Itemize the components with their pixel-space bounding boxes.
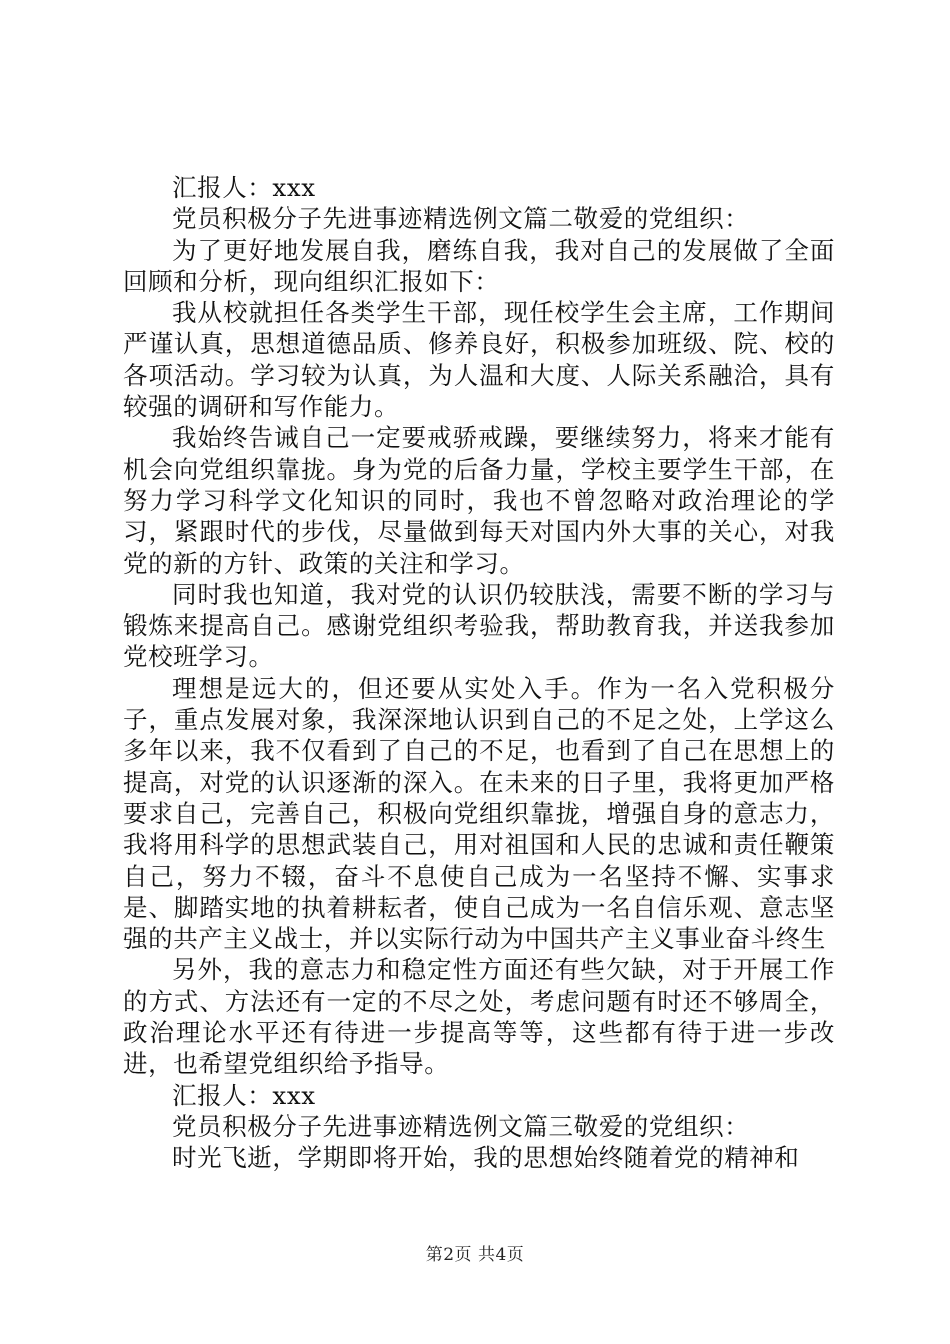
body-paragraph: 时光飞逝，学期即将开始，我的思想始终随着党的精神和 [172,1143,800,1173]
reporter-line: 汇报人：xxx [172,173,316,202]
page-footer: 第2页 共4页 [425,1245,525,1265]
salutation-line: 党员积极分子先进事迹精选例文篇三敬爱的党组织： [172,1111,750,1141]
document-body [123,172,835,1174]
body-paragraph: 为了更好地发展自我，磨练自我，我对自己的发展做了全面回顾和分析，现向组织汇报如下： [123,235,835,296]
reporter-line: 汇报人：xxx [172,1080,316,1110]
body-paragraph: 我始终告诫自己一定要戒骄戒躁，要继续努力，将来才能有机会向党组织靠拢。身为党的后备力量，学校主要学生干部，在努力学习科学文化知识的同时，我也不曾忽略对政治理论的学习，紧跟时代的步伐，尽量做到每天对国内外大事的关心，对我党的新的方针、政策的关注和学习。 [123,423,835,578]
body-paragraph: 另外，我的意志力和稳定性方面还有些欠缺，对于开展工作的方式、方法还有一定的不尽之处，考虑问题有时还不够周全，政治理论水平还有待进一步提高等等，这些都有待于进一步改进，也希望党组织给予指导。 [123,955,835,1079]
body-paragraph: 理想是远大的，但还要从实处入手。作为一名入党积极分子，重点发展对象，我深深地认识到自己的不足之处，上学这么多年以来，我不仅看到了自己的不足，也看到了自己在思想上的提高，对党的认识逐渐的深入。在未来的日子里，我将更加严格要求自己，完善自己，积极向党组织靠拢，增强自身的意志力，我将用科学的思想武装自己，用对祖国和人民的忠诚和责任鞭策自己，努力不辍，奋斗不息使自己成为一名坚持不懈、实事求是、脚踏实地的执着耕耘者，使自己成为一名自信乐观、意志坚强的共产主义战士，并以实际行动为中国共产主义事业奋斗终生 [123,673,835,954]
body-paragraph: 我从校就担任各类学生干部，现任校学生会主席，工作期间严谨认真，思想道德品质、修养良好，积极参加班级、院、校的各项活动。学习较为认真，为人温和大度、人际关系融洽，具有较强的调研和写作能力。 [123,298,835,422]
body-paragraph: 同时我也知道，我对党的认识仍较肤浅，需要不断的学习与锻炼来提高自己。感谢党组织考验我，帮助教育我，并送我参加党校班学习。 [123,579,835,672]
salutation-line: 党员积极分子先进事迹精选例文篇二敬爱的党组织： [172,204,750,234]
